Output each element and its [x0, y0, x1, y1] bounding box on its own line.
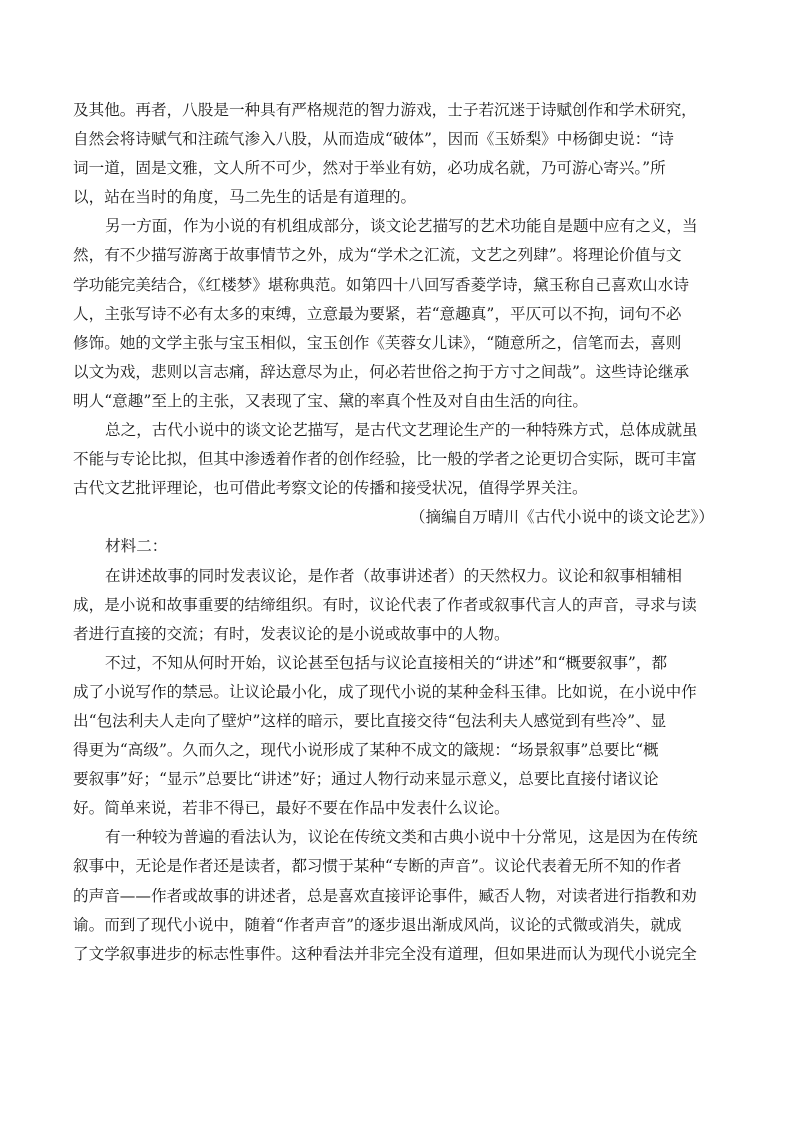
text-line: 古代文艺批评理论，也可借此考察文论的传播和接受状况，值得学界关注。 — [73, 479, 588, 498]
text-line: 不能与专论比拟，但其中渗透着作者的创作经验，比一般的学者之论更切合实际，既可丰富 — [73, 450, 697, 469]
text-line: 修饰。她的文学主张与宝玉相似，宝玉创作《芙蓉女儿诔》，“随意所之，信笔而去，喜则 — [73, 333, 682, 352]
text-line: 成，是小说和故事重要的结缔组织。有时，议论代表了作者或叙事代言人的声音，寻求与读 — [73, 595, 697, 614]
source-citation: （摘编自万晴川《古代小说中的谈文论艺》） — [409, 508, 714, 527]
text-line: 谕。而到了现代小说中，随着“作者声音”的逐步退出渐成风尚，议论的式微或消失，就成 — [73, 915, 682, 934]
text-line: 在讲述故事的同时发表议论，是作者（故事讲述者）的天然权力。议论和叙事相辅相 — [105, 566, 682, 585]
material-two-heading: 材料二： — [105, 537, 168, 556]
text-line: 自然会将诗赋气和注疏气渗入八股，从而造成“破体”，因而《玉娇梨》中杨御史说：“诗 — [73, 130, 674, 149]
paragraph — [73, 823, 714, 968]
text-line: 者进行直接的交流；有时，发表议论的是小说或故事中的人物。 — [73, 624, 510, 643]
text-line: 要叙事”好；“显示”总要比“讲述”好；通过人物行动来显示意义，总要比直接付诸议论 — [73, 770, 659, 789]
material-one-continuation — [73, 96, 714, 503]
text-line: 出“包法利夫人走向了壁炉”这样的暗示，要比直接交待“包法利夫人感觉到有些冷”、显 — [73, 711, 667, 730]
text-line: 以文为戏，悲则以言志痛，辞达意尽为止，何必若世俗之拘于方寸之间哉”。这些诗论继承 — [73, 362, 690, 381]
text-line: 了文学叙事进步的标志性事件。这种看法并非完全没有道理，但如果进而认为现代小说完全 — [73, 944, 697, 963]
text-line: 叙事中，无论是作者还是读者，都习惯于某种“专断的声音”。议论代表着无所不知的作者 — [73, 857, 682, 876]
text-line: 另一方面，作为小说的有机组成部分，谈文论艺描写的艺术功能自是题中应有之义，当 — [105, 217, 698, 236]
text-line: 的声音——作者或故事的讲述者，总是喜欢直接评论事件，臧否人物，对读者进行指教和劝 — [73, 886, 697, 905]
text-line: 明人“意趣”至上的主张，又表现了宝、黛的率真个性及对自由生活的向往。 — [73, 391, 588, 410]
material-two-body — [73, 562, 714, 969]
text-line: 人，主张写诗不必有太多的束缚，立意最为要紧，若“意趣真”，平仄可以不拘，词句不必 — [73, 304, 682, 323]
paragraph — [73, 562, 714, 649]
text-line: 成了小说写作的禁忌。让议论最小化，成了现代小说的某种金科玉律。比如说，在小说中作 — [73, 682, 697, 701]
paragraph — [73, 416, 714, 503]
text-line: 以，站在当时的角度，马二先生的话是有道理的。 — [73, 188, 417, 207]
text-line: 有一种较为普遍的看法认为，议论在传统文类和古典小说中十分常见，这是因为在传统 — [105, 828, 698, 847]
document-page — [73, 96, 714, 969]
text-line: 不过，不知从何时开始，议论甚至包括与议论直接相关的“讲述”和“概要叙事”，都 — [105, 653, 668, 672]
text-line: 词一道，固是文雅，文人所不可少，然对于举业有妨，必功成名就，乃可游心寄兴。”所 — [73, 159, 666, 178]
text-line: 及其他。再者，八股是一种具有严格规范的智力游戏，士子若沉迷于诗赋创作和学术研究， — [73, 101, 697, 119]
text-line: 总之，古代小说中的谈文论艺描写，是古代文艺理论生产的一种特殊方式，总体成就虽 — [105, 421, 698, 440]
text-line: 得更为“高级”。久而久之，现代小说形成了某种不成文的箴规：“场景叙事”总要比“概 — [73, 741, 659, 760]
text-line: 好。简单来说，若非不得已，最好不要在作品中发表什么议论。 — [73, 799, 510, 818]
text-line: 学功能完美结合，《红楼梦》堪称典范。如第四十八回写香菱学诗，黛玉称自己喜欢山水诗 — [73, 275, 689, 294]
paragraph — [73, 649, 714, 824]
paragraph — [73, 212, 714, 416]
paragraph — [73, 96, 714, 212]
text-line: 然，有不少描写游离于故事情节之外，成为“学术之汇流，文艺之列肆”。将理论价值与文 — [73, 246, 682, 265]
